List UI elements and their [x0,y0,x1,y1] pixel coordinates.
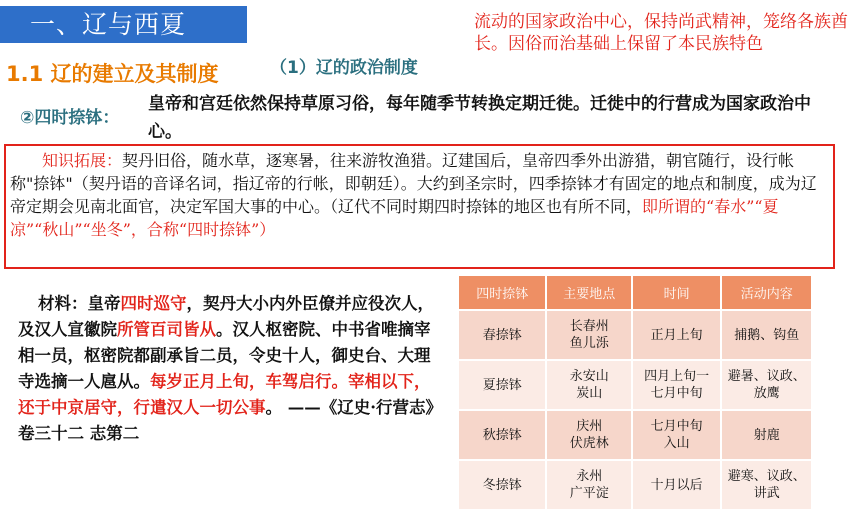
knowledge-label: 知识拓展： [42,151,123,170]
table-cell: 捕鹅、钩鱼 [721,310,812,360]
knowledge-text [10,149,825,241]
material-highlight-2: 所管百司皆从 [117,320,216,339]
knowledge-body: 契丹旧俗，随水草，逐寒暑，往来游牧渔猎。辽建国后，皇帝四季外出游猎，朝官随行，设行帐称"捺钵"（契丹语的音译名词，指辽帝的行帐，即朝廷）。大约到圣宗时，四季捺钵才有固定的地点和制度，成为辽帝定期会见南北面官，决定军国大事的中心。（辽代不同时期四时捺钵的地区也有所不同， [10,151,817,216]
material-prefix: 材料：皇帝 [38,294,121,313]
table-cell: 十月以后 [632,460,721,510]
table-header-row [458,275,812,310]
table-cell: 四月上旬一 七月中旬 [632,360,721,410]
material-text-1: ，契丹大小内外臣僚并应役次人，及汉人宣徽院 [18,294,434,339]
table-cell: 正月上旬 [632,310,721,360]
table-cell: 夏捺钵 [458,360,546,410]
material-highlight-1: 四时巡守 [120,294,187,313]
table-row [458,310,812,360]
item-label: ②四时捺钵： [20,108,120,128]
table-header: 时间 [632,275,721,310]
material-quote [18,291,443,447]
page-title: 一、辽与西夏 [30,10,187,39]
table-row [458,460,812,510]
material-source: 。 ——《辽史·行营志》卷三十二 志第二 [18,398,442,443]
section-subtitle: （1）辽的政治制度 [270,58,418,78]
table-cell: 避暑、议政、 放鹰 [721,360,812,410]
table-header: 四时捺钵 [458,275,546,310]
table-cell: 秋捺钵 [458,410,546,460]
table-cell: 避寒、议政、 讲武 [721,460,812,510]
item-text: 皇帝和宫廷依然保持草原习俗，每年随季节转换定期迁徙。迁徙中的行营成为国家政治中心。 [148,94,811,142]
table-cell: 庆州 伏虎林 [546,410,631,460]
table-cell: 永州 广平淀 [546,460,631,510]
nabo-table [457,274,813,511]
material-text-2: 。汉人枢密院、中书省唯摘宰相一员，枢密院都副承旨二员，令史十人，御史台、大理寺选摘一人扈从。 [18,320,431,391]
section-title: 1.1 辽的建立及其制度 [6,62,219,86]
table-cell: 春捺钵 [458,310,546,360]
material-highlight-3: 每岁正月上旬，车驾启行。宰相以下，还于中京居守，行遣汉人一切公事 [18,372,431,417]
table-cell: 七月中旬 入山 [632,410,721,460]
knowledge-highlight: 即所谓的“春水”“夏凉”“秋山”“坐冬”，合称“四时捺钵”） [10,197,779,239]
table-cell: 永安山 炭山 [546,360,631,410]
table-cell: 长春州 鱼儿泺 [546,310,631,360]
table-header: 主要地点 [546,275,631,310]
table-row [458,410,812,460]
table-cell: 冬捺钵 [458,460,546,510]
table-header: 活动内容 [721,275,812,310]
table-row [458,360,812,410]
summary-note: 流动的国家政治中心，保持尚武精神，笼络各族酋长。因俗而治基础上保留了本民族特色 [474,12,848,54]
table-cell: 射鹿 [721,410,812,460]
